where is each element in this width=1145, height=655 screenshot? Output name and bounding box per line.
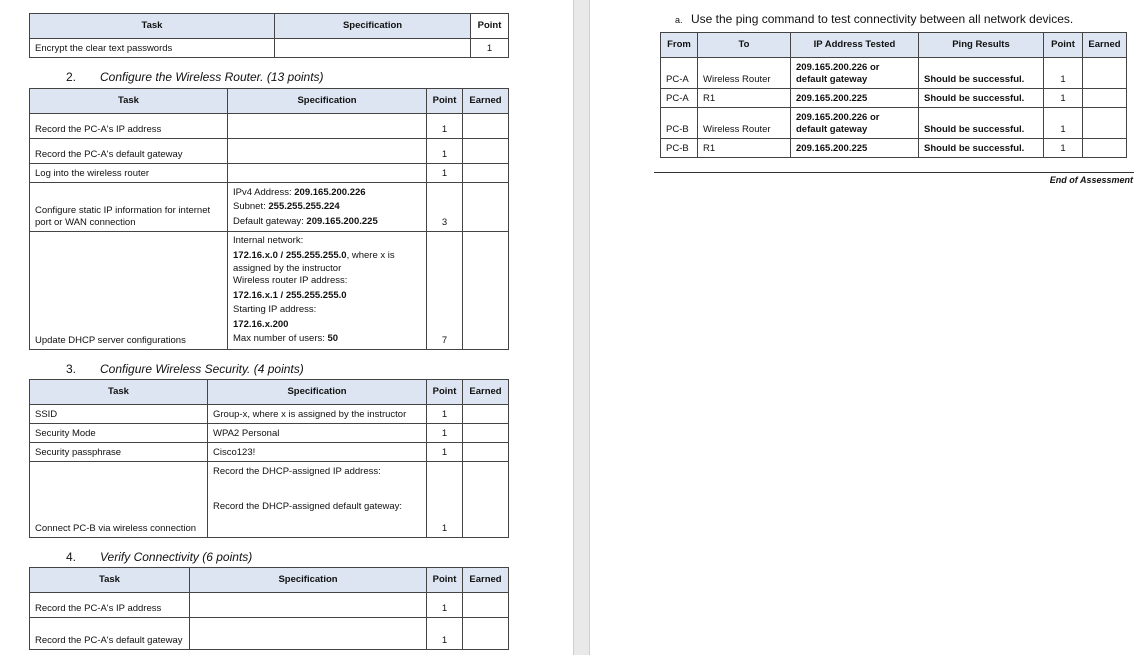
spec-cell (228, 232, 427, 350)
header-point: Point (471, 14, 509, 39)
task-cell: Security passphrase (30, 443, 208, 462)
spec-cell: WPA2 Personal (208, 424, 427, 443)
earned-cell (463, 443, 509, 462)
page-gutter (573, 0, 590, 655)
spec-cell (228, 139, 427, 164)
ip-cell: 209.165.200.225 (791, 139, 919, 158)
section-3-heading (66, 362, 304, 376)
table-row (661, 58, 1127, 89)
task-cell: Connect PC-B via wireless connection (30, 462, 208, 538)
step-label: a. (675, 15, 683, 25)
gateway-value: 209.165.200.225 (306, 215, 378, 227)
max-users-label: Max number of users: (233, 333, 328, 344)
table-row (30, 593, 509, 618)
spec-cell (275, 39, 471, 58)
spec-line (233, 186, 421, 201)
subnet-label: Subnet: (233, 201, 269, 212)
right-document-page (590, 0, 1145, 655)
starting-ip-value: 172.16.x.200 (233, 318, 289, 330)
spec-cell: Group-x, where x is assigned by the instructor (208, 405, 427, 424)
to-cell: Wireless Router (698, 108, 791, 139)
section-4-number: 4. (66, 550, 77, 564)
spec-line (233, 200, 421, 215)
spec-cell (228, 183, 427, 232)
header-to: To (698, 33, 791, 58)
section-4-title: Verify Connectivity (6 points) (100, 550, 253, 564)
ipv4-label: IPv4 Address: (233, 186, 295, 198)
header-from: From (661, 33, 698, 58)
table-row (30, 139, 509, 164)
spec-cell (228, 164, 427, 183)
header-point: Point (1044, 33, 1083, 58)
table-row (661, 108, 1127, 139)
table-row (30, 183, 509, 232)
earned-cell (463, 424, 509, 443)
header-task: Task (30, 89, 228, 114)
point-cell: 1 (1044, 108, 1083, 139)
point-cell: 3 (427, 183, 463, 232)
point-cell: 1 (427, 443, 463, 462)
point-cell: 1 (427, 593, 463, 618)
header-earned: Earned (1083, 33, 1127, 58)
spec-line: Internal network: (233, 235, 304, 246)
ip-cell: 209.165.200.226 or default gateway (791, 58, 919, 89)
task-cell: Record the PC-A's default gateway (30, 139, 228, 164)
earned-cell (463, 164, 509, 183)
from-cell: PC-B (661, 139, 698, 158)
results-cell: Should be successful. (919, 108, 1044, 139)
spec-line: Wireless router IP address: (233, 275, 348, 286)
header-earned: Earned (463, 568, 509, 593)
point-cell: 1 (427, 139, 463, 164)
task-cell: Log into the wireless router (30, 164, 228, 183)
earned-cell (463, 183, 509, 232)
results-cell: Should be successful. (919, 89, 1044, 108)
earned-cell (1083, 89, 1127, 108)
ipv4-value: 209.165.200.226 (294, 186, 366, 198)
spec-line: Record the DHCP-assigned IP address: (213, 466, 381, 477)
verify-connectivity-table (29, 567, 509, 650)
spec-line: Starting IP address: (233, 304, 317, 315)
section-2-heading (66, 70, 324, 84)
task-cell: Encrypt the clear text passwords (30, 39, 275, 58)
task-cell: Record the PC-A's IP address (30, 593, 190, 618)
results-cell: Should be successful. (919, 58, 1044, 89)
task-cell: Record the PC-A's default gateway (30, 618, 190, 650)
header-task: Task (30, 568, 190, 593)
earned-cell (463, 618, 509, 650)
subnet-value: 255.255.255.224 (268, 201, 340, 212)
table-row (30, 114, 509, 139)
table-row (30, 232, 509, 350)
earned-cell (463, 462, 509, 538)
header-ping-results: Ping Results (919, 33, 1044, 58)
spec-cell (228, 114, 427, 139)
internal-network-value: 172.16.x.0 / 255.255.255.0 (233, 249, 347, 261)
step-text: Use the ping command to test connectivity between all network devices. (691, 12, 1074, 26)
table-row (30, 424, 509, 443)
max-users-value: 50 (327, 333, 339, 344)
table-row (661, 89, 1127, 108)
point-cell: 1 (427, 405, 463, 424)
header-earned: Earned (463, 89, 509, 114)
router-ip-value: 172.16.x.1 / 255.255.255.0 (233, 289, 347, 301)
header-spec: Specification (208, 380, 427, 405)
spec-cell: Cisco123! (208, 443, 427, 462)
table-row (30, 462, 509, 538)
ping-results-table (660, 32, 1127, 158)
spec-text: , where x is (346, 249, 395, 261)
spec-line: assigned by the instructor (233, 263, 342, 274)
earned-cell (463, 593, 509, 618)
section-4-heading (66, 550, 252, 564)
header-point: Point (427, 89, 463, 114)
gateway-label: Default gateway: (233, 215, 307, 227)
task-cell: Security Mode (30, 424, 208, 443)
spec-cell (190, 593, 427, 618)
header-earned: Earned (463, 380, 509, 405)
spec-line: Record the DHCP-assigned default gateway: (213, 501, 403, 512)
point-cell: 1 (427, 164, 463, 183)
point-cell: 1 (427, 114, 463, 139)
header-point: Point (427, 380, 463, 405)
table-row (30, 443, 509, 462)
point-cell: 1 (471, 39, 509, 58)
spec-line (233, 215, 421, 230)
table-row (30, 164, 509, 183)
to-cell: R1 (698, 139, 791, 158)
header-spec: Specification (275, 14, 471, 39)
point-cell: 1 (1044, 89, 1083, 108)
results-cell: Should be successful. (919, 139, 1044, 158)
spec-line (233, 249, 421, 264)
header-task: Task (30, 14, 275, 39)
earned-cell (463, 232, 509, 350)
header-spec: Specification (190, 568, 427, 593)
point-cell: 1 (1044, 139, 1083, 158)
point-cell: 1 (427, 618, 463, 650)
wireless-security-table (29, 379, 509, 538)
to-cell: R1 (698, 89, 791, 108)
point-cell: 1 (427, 424, 463, 443)
spec-cell (208, 462, 427, 538)
ip-cell: 209.165.200.226 or default gateway (791, 108, 919, 139)
from-cell: PC-A (661, 89, 698, 108)
header-task: Task (30, 380, 208, 405)
end-of-assessment: End of Assessment (1049, 175, 1133, 185)
table-row (30, 618, 509, 650)
table-row (661, 139, 1127, 158)
section-2-title: Configure the Wireless Router. (13 points) (100, 70, 324, 84)
task-cell: Update DHCP server configurations (30, 232, 228, 350)
wireless-router-table (29, 88, 509, 350)
point-cell: 7 (427, 232, 463, 350)
earned-cell (1083, 58, 1127, 89)
from-cell: PC-A (661, 58, 698, 89)
section-3-title: Configure Wireless Security. (4 points) (100, 362, 304, 376)
task-cell: Configure static IP information for internet port or WAN connection (30, 183, 228, 232)
encrypt-passwords-table (29, 13, 509, 58)
to-cell: Wireless Router (698, 58, 791, 89)
point-cell: 1 (427, 462, 463, 538)
spec-line (233, 332, 421, 347)
end-divider (654, 172, 1134, 173)
header-ip-tested: IP Address Tested (791, 33, 919, 58)
section-2-number: 2. (66, 70, 77, 84)
from-cell: PC-B (661, 108, 698, 139)
point-cell: 1 (1044, 58, 1083, 89)
header-spec: Specification (228, 89, 427, 114)
earned-cell (463, 405, 509, 424)
table-row (30, 405, 509, 424)
earned-cell (463, 139, 509, 164)
spec-cell (190, 618, 427, 650)
ping-step-instruction (675, 12, 1073, 26)
task-cell: Record the PC-A's IP address (30, 114, 228, 139)
earned-cell (1083, 108, 1127, 139)
earned-cell (463, 114, 509, 139)
section-3-number: 3. (66, 362, 77, 376)
header-point: Point (427, 568, 463, 593)
task-cell: SSID (30, 405, 208, 424)
ip-cell: 209.165.200.225 (791, 89, 919, 108)
earned-cell (1083, 139, 1127, 158)
